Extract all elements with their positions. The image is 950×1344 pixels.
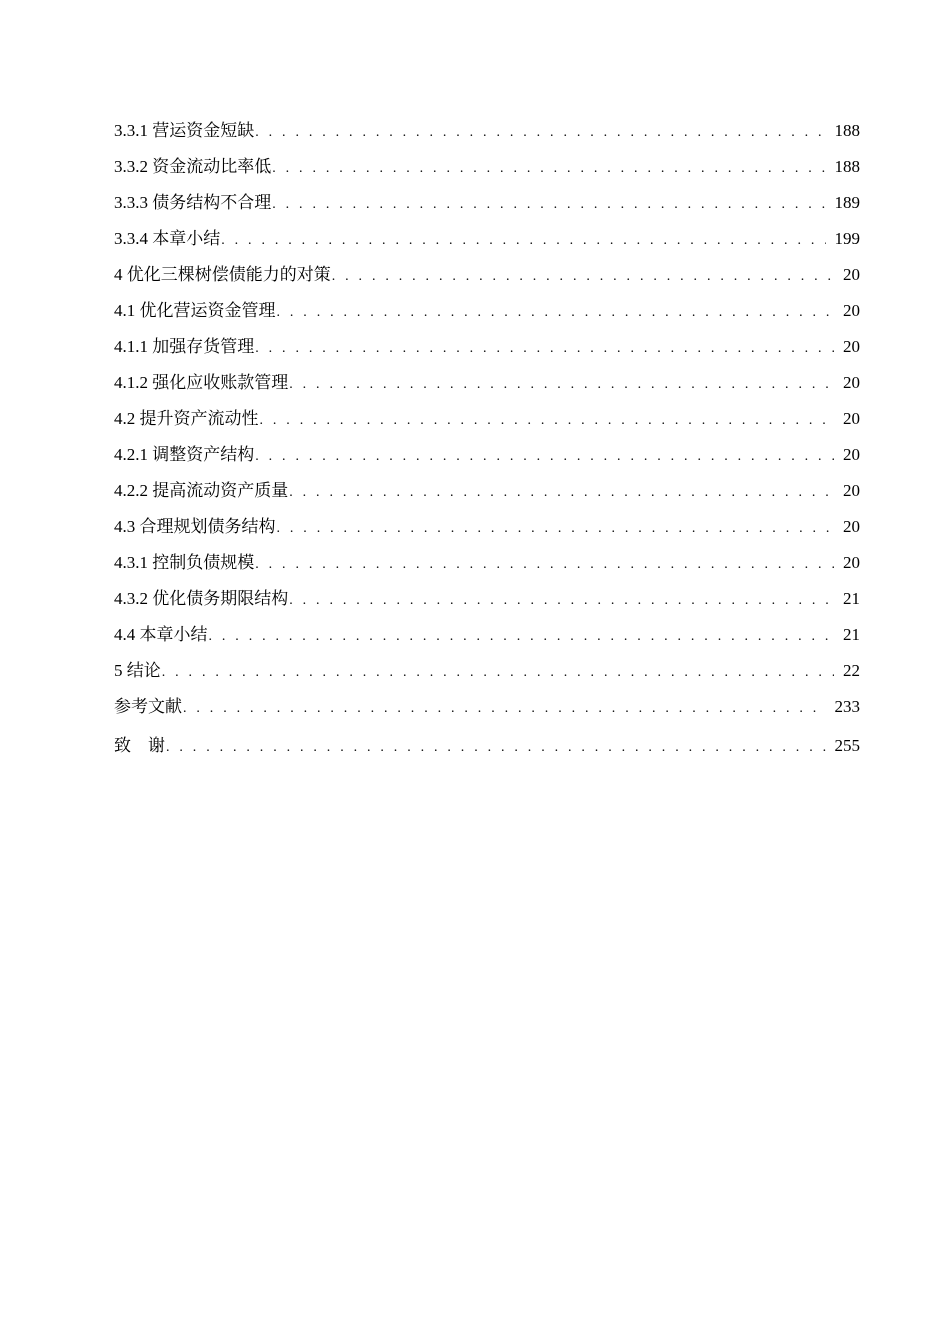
toc-entry-label: 3.3.3 债务结构不合理 bbox=[114, 193, 272, 212]
toc-entry-page: 188 bbox=[834, 121, 860, 140]
toc-leader-dots bbox=[255, 118, 826, 148]
toc-entry[interactable] bbox=[114, 368, 860, 404]
toc-entry-label: 5 结论 bbox=[114, 661, 161, 680]
toc-entry[interactable] bbox=[114, 692, 860, 728]
toc-entry-page: 20 bbox=[843, 265, 860, 284]
toc-entry-page: 21 bbox=[843, 625, 860, 644]
toc-entry-label: 4.3.2 优化债务期限结构 bbox=[114, 589, 289, 608]
toc-leader-dots bbox=[289, 478, 834, 508]
toc-entry-label: 4.1.1 加强存货管理 bbox=[114, 337, 255, 356]
toc-entry-page: 189 bbox=[834, 193, 860, 212]
toc-leader-dots bbox=[183, 694, 826, 724]
toc-entry-label: 3.3.4 本章小结 bbox=[114, 229, 221, 248]
toc-entry[interactable] bbox=[114, 116, 860, 152]
toc-entry[interactable] bbox=[114, 656, 860, 692]
toc-entry[interactable] bbox=[114, 512, 860, 548]
toc-entry-page: 20 bbox=[843, 337, 860, 356]
toc-leader-dots bbox=[272, 154, 826, 184]
toc-entry-label: 4 优化三棵树偿债能力的对策 bbox=[114, 265, 331, 284]
toc-entry[interactable] bbox=[114, 188, 860, 224]
toc-entry-page: 255 bbox=[834, 736, 860, 755]
toc-leader-dots bbox=[255, 442, 834, 472]
toc-entry-page: 20 bbox=[843, 481, 860, 500]
toc-leader-dots bbox=[272, 190, 826, 220]
toc-entry[interactable] bbox=[114, 152, 860, 188]
toc-entry-page: 233 bbox=[834, 697, 860, 716]
toc-entry-page: 20 bbox=[843, 553, 860, 572]
toc-entry-page: 20 bbox=[843, 517, 860, 536]
toc-entry[interactable] bbox=[114, 620, 860, 656]
toc-entry-label: 4.1.2 强化应收账款管理 bbox=[114, 373, 289, 392]
toc-leader-dots bbox=[255, 334, 834, 364]
toc-leader-dots bbox=[332, 262, 834, 292]
toc-entry[interactable] bbox=[114, 584, 860, 620]
toc-leader-dots bbox=[277, 514, 835, 544]
toc-entry-label: 3.3.2 资金流动比率低 bbox=[114, 157, 272, 176]
toc-entry-label: 致 谢 bbox=[114, 736, 165, 755]
toc-leader-dots bbox=[289, 370, 834, 400]
toc-entry[interactable] bbox=[114, 731, 860, 771]
toc-entry-label: 4.2.2 提高流动资产质量 bbox=[114, 481, 289, 500]
toc-entry-page: 188 bbox=[834, 157, 860, 176]
toc-entry-label: 4.3 合理规划债务结构 bbox=[114, 517, 276, 536]
toc-entry-label: 4.2.1 调整资产结构 bbox=[114, 445, 255, 464]
toc-entry[interactable] bbox=[114, 296, 860, 332]
toc-entry[interactable] bbox=[114, 224, 860, 260]
toc-entry-page: 21 bbox=[843, 589, 860, 608]
toc-entry-label: 3.3.1 营运资金短缺 bbox=[114, 121, 255, 140]
toc-entry-page: 20 bbox=[843, 409, 860, 428]
toc-leader-dots bbox=[260, 406, 835, 436]
toc-entry[interactable] bbox=[114, 260, 860, 296]
toc-entry[interactable] bbox=[114, 440, 860, 476]
toc-entry-page: 20 bbox=[843, 301, 860, 320]
toc-leader-dots bbox=[162, 658, 834, 688]
toc-leader-dots bbox=[209, 622, 835, 652]
toc-entry-label: 4.1 优化营运资金管理 bbox=[114, 301, 276, 320]
toc-entry-page: 20 bbox=[843, 445, 860, 464]
toc-leader-dots bbox=[166, 733, 826, 763]
toc-leader-dots bbox=[277, 298, 835, 328]
toc-entry-label: 4.3.1 控制负债规模 bbox=[114, 553, 255, 572]
toc-entry-label: 4.2 提升资产流动性 bbox=[114, 409, 259, 428]
toc-entry[interactable] bbox=[114, 332, 860, 368]
toc-entry-label: 参考文献 bbox=[114, 697, 182, 716]
toc-leader-dots bbox=[221, 226, 826, 256]
toc-leader-dots bbox=[289, 586, 834, 616]
toc-entry[interactable] bbox=[114, 548, 860, 584]
toc-entry-page: 199 bbox=[834, 229, 860, 248]
toc-entry-label: 4.4 本章小结 bbox=[114, 625, 208, 644]
toc-entry-page: 20 bbox=[843, 373, 860, 392]
toc-leader-dots bbox=[255, 550, 834, 580]
toc-entry-page: 22 bbox=[843, 661, 860, 680]
toc-entry[interactable] bbox=[114, 476, 860, 512]
table-of-contents bbox=[114, 116, 860, 771]
toc-entry[interactable] bbox=[114, 404, 860, 440]
